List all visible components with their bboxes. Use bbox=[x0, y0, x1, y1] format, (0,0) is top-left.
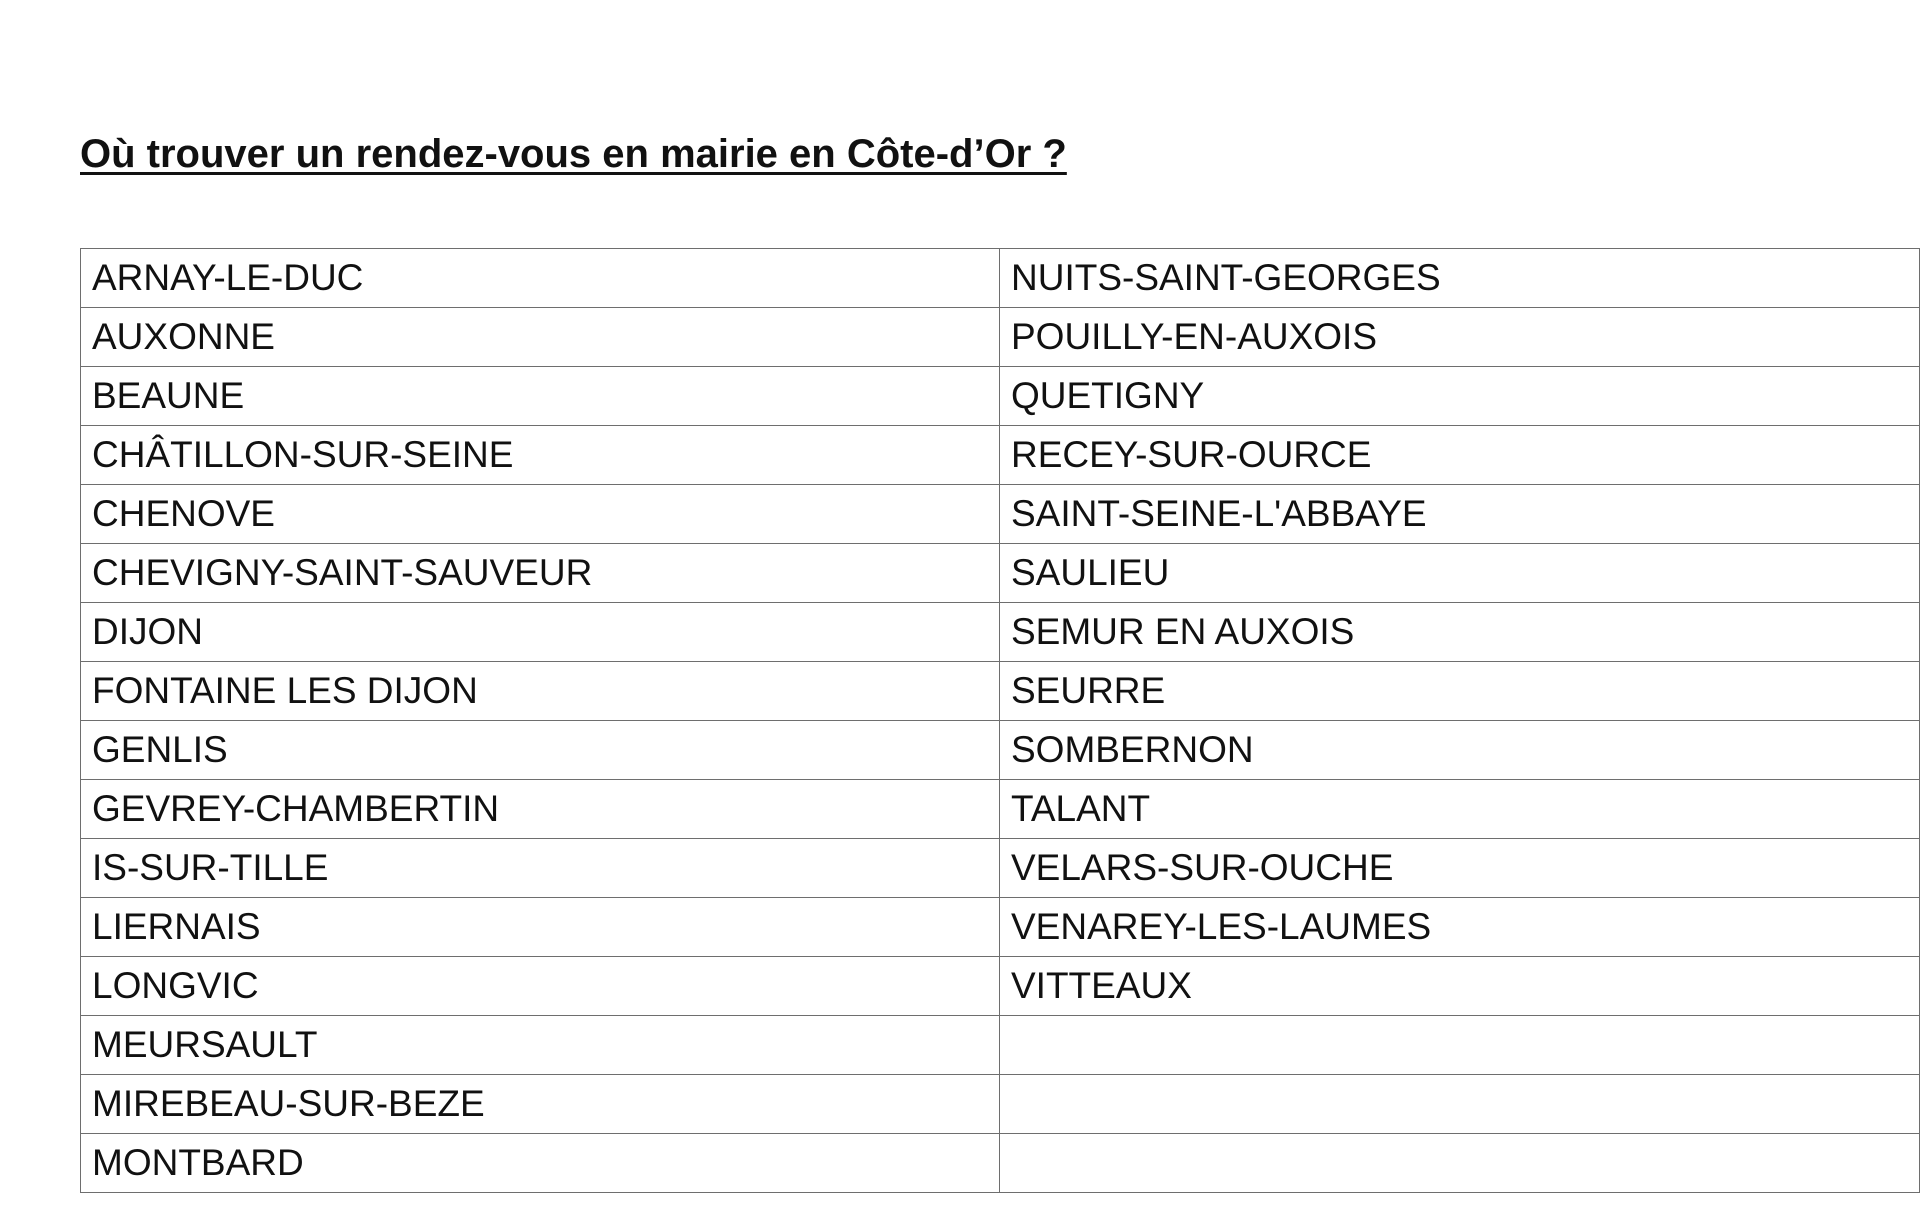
table-row bbox=[81, 603, 1920, 662]
commune-cell: FONTAINE LES DIJON bbox=[81, 662, 1000, 721]
commune-cell: CHÂTILLON-SUR-SEINE bbox=[81, 426, 1000, 485]
communes-table bbox=[80, 248, 1920, 1193]
commune-cell: LIERNAIS bbox=[81, 898, 1000, 957]
table-row bbox=[81, 485, 1920, 544]
table-row bbox=[81, 367, 1920, 426]
commune-cell: QUETIGNY bbox=[1000, 367, 1920, 426]
table-row bbox=[81, 308, 1920, 367]
commune-cell: SAINT-SEINE-L'ABBAYE bbox=[1000, 485, 1920, 544]
commune-cell: GENLIS bbox=[81, 721, 1000, 780]
commune-cell: MIREBEAU-SUR-BEZE bbox=[81, 1075, 1000, 1134]
table-row bbox=[81, 957, 1920, 1016]
commune-cell: SAULIEU bbox=[1000, 544, 1920, 603]
table-row bbox=[81, 249, 1920, 308]
table-row bbox=[81, 426, 1920, 485]
empty-cell bbox=[1000, 1075, 1920, 1134]
commune-cell: VELARS-SUR-OUCHE bbox=[1000, 839, 1920, 898]
commune-cell: DIJON bbox=[81, 603, 1000, 662]
commune-cell: MONTBARD bbox=[81, 1134, 1000, 1193]
commune-cell: BEAUNE bbox=[81, 367, 1000, 426]
commune-cell: LONGVIC bbox=[81, 957, 1000, 1016]
commune-cell: SEMUR EN AUXOIS bbox=[1000, 603, 1920, 662]
commune-cell: GEVREY-CHAMBERTIN bbox=[81, 780, 1000, 839]
commune-cell: SOMBERNON bbox=[1000, 721, 1920, 780]
empty-cell bbox=[1000, 1134, 1920, 1193]
commune-cell: NUITS-SAINT-GEORGES bbox=[1000, 249, 1920, 308]
commune-cell: VENAREY-LES-LAUMES bbox=[1000, 898, 1920, 957]
empty-cell bbox=[1000, 1016, 1920, 1075]
table-row bbox=[81, 780, 1920, 839]
commune-cell: ARNAY-LE-DUC bbox=[81, 249, 1000, 308]
commune-cell: POUILLY-EN-AUXOIS bbox=[1000, 308, 1920, 367]
table-row bbox=[81, 662, 1920, 721]
table-row bbox=[81, 1016, 1920, 1075]
table-row bbox=[81, 1075, 1920, 1134]
commune-cell: SEURRE bbox=[1000, 662, 1920, 721]
commune-cell: MEURSAULT bbox=[81, 1016, 1000, 1075]
commune-cell: IS-SUR-TILLE bbox=[81, 839, 1000, 898]
table-row bbox=[81, 544, 1920, 603]
commune-cell: VITTEAUX bbox=[1000, 957, 1920, 1016]
table-row bbox=[81, 1134, 1920, 1193]
commune-cell: AUXONNE bbox=[81, 308, 1000, 367]
commune-cell: CHEVIGNY-SAINT-SAUVEUR bbox=[81, 544, 1000, 603]
commune-cell: TALANT bbox=[1000, 780, 1920, 839]
page-title: Où trouver un rendez-vous en mairie en Côte-d’Or ? bbox=[80, 132, 1067, 176]
table-row bbox=[81, 898, 1920, 957]
commune-cell: RECEY-SUR-OURCE bbox=[1000, 426, 1920, 485]
table-row bbox=[81, 721, 1920, 780]
commune-cell: CHENOVE bbox=[81, 485, 1000, 544]
table-row bbox=[81, 839, 1920, 898]
